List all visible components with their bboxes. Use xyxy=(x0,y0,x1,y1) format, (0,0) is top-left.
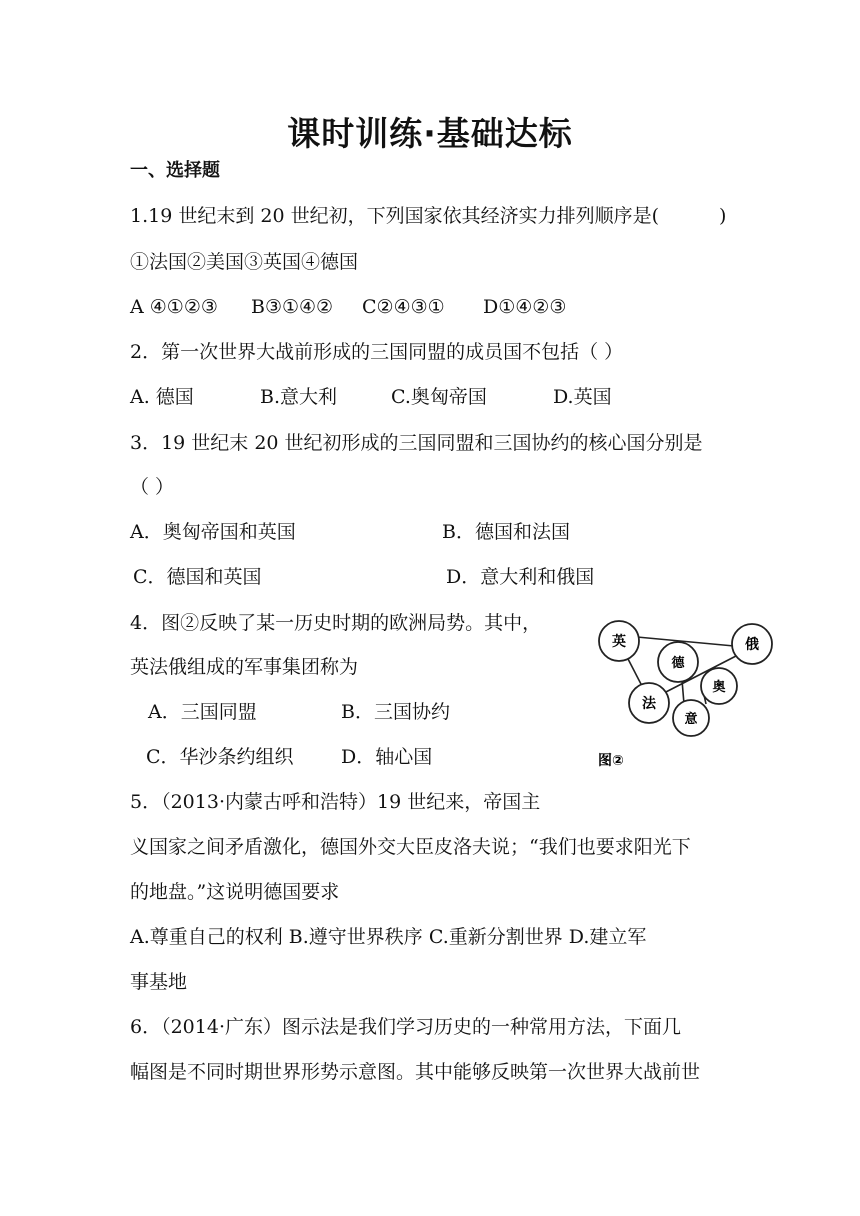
node-england xyxy=(599,621,639,661)
q1-option-a: A ④①②③ xyxy=(130,296,218,318)
node-germany xyxy=(658,642,698,682)
q5-options-line-2: 事基地 xyxy=(130,971,188,993)
q4-option-a: A．三国同盟 xyxy=(148,701,257,723)
q3-options-row1 xyxy=(0,523,860,547)
q1-paren-close: ) xyxy=(719,205,727,227)
q2-option-a: A. 德国 xyxy=(130,386,194,408)
node-label-italy: 意 xyxy=(684,712,698,727)
q4-stem: 4．图②反映了某一历史时期的欧洲局势。其中， xyxy=(130,612,542,634)
q3-option-b: B．德国和法国 xyxy=(442,521,570,543)
q4-stem-2: 英法俄组成的军事集团称为 xyxy=(130,656,359,678)
alliance-diagram-figure xyxy=(594,608,784,776)
q1-option-b: B③①④② xyxy=(251,296,334,318)
q4-options-row2 xyxy=(0,748,590,772)
q4-options-row1 xyxy=(0,703,590,727)
node-france xyxy=(629,683,669,723)
q6-line-1: 6．（2014·广东）图示法是我们学习历史的一种常用方法，下面几 xyxy=(130,1016,681,1038)
q5-line-3: 的地盘。”这说明德国要求 xyxy=(130,881,340,903)
q1-option-d: D①④②③ xyxy=(483,296,567,318)
figure-caption: 图② xyxy=(598,753,624,769)
link-england-france xyxy=(627,657,642,686)
node-austria xyxy=(701,668,737,704)
q3-paren: （ ） xyxy=(130,476,175,498)
q4-option-d: D．轴心国 xyxy=(341,746,433,768)
q4-option-b: B．三国协约 xyxy=(341,701,450,723)
q5-line-2: 义国家之间矛盾激化，德国外交大臣皮洛夫说；“我们也要求阳光下 xyxy=(130,836,691,858)
node-label-england: 英 xyxy=(612,634,626,650)
node-label-austria: 奥 xyxy=(712,680,726,695)
q2-options xyxy=(0,388,860,412)
q2-option-b: B.意大利 xyxy=(260,386,338,408)
q5-line-1: 5．（2013·内蒙古呼和浩特）19 世纪来，帝国主 xyxy=(130,791,541,813)
q3-options-row2 xyxy=(0,568,860,592)
node-italy xyxy=(673,700,709,736)
q2-option-d: D.英国 xyxy=(553,386,612,408)
q4-option-c: C．华沙条约组织 xyxy=(146,746,294,768)
q1-stem: 1.19 世纪末到 20 世纪初，下列国家依其经济实力排列顺序是( xyxy=(130,205,660,227)
q3-option-c: C．德国和英国 xyxy=(133,566,262,588)
q3-stem: 3．19 世纪末 20 世纪初形成的三国同盟和三国协约的核心国分别是 xyxy=(130,432,703,454)
q6-line-2: 幅图是不同时期世界形势示意图。其中能够反映第一次世界大战前世 xyxy=(130,1061,701,1083)
q5-options-line: A.尊重自己的权利 B.遵守世界秩序 C.重新分割世界 D.建立军 xyxy=(130,926,647,948)
node-label-france: 法 xyxy=(642,696,656,712)
q3-option-d: D．意大利和俄国 xyxy=(446,566,595,588)
node-label-germany: 德 xyxy=(671,656,685,671)
q1-country-list: ①法国②美国③英国④德国 xyxy=(130,251,359,273)
node-russia xyxy=(732,624,772,664)
q1-option-c: C②④③① xyxy=(362,296,445,318)
q2-stem: 2．第一次世界大战前形成的三国同盟的成员国不包括（ ） xyxy=(130,341,624,363)
q2-option-c: C.奥匈帝国 xyxy=(391,386,487,408)
q3-option-a: A．奥匈帝国和英国 xyxy=(130,521,296,543)
page-title: 课时训练·基础达标 xyxy=(287,114,573,153)
q1-options xyxy=(0,298,860,322)
node-label-russia: 俄 xyxy=(745,637,759,653)
section-heading: 一、选择题 xyxy=(130,160,220,181)
